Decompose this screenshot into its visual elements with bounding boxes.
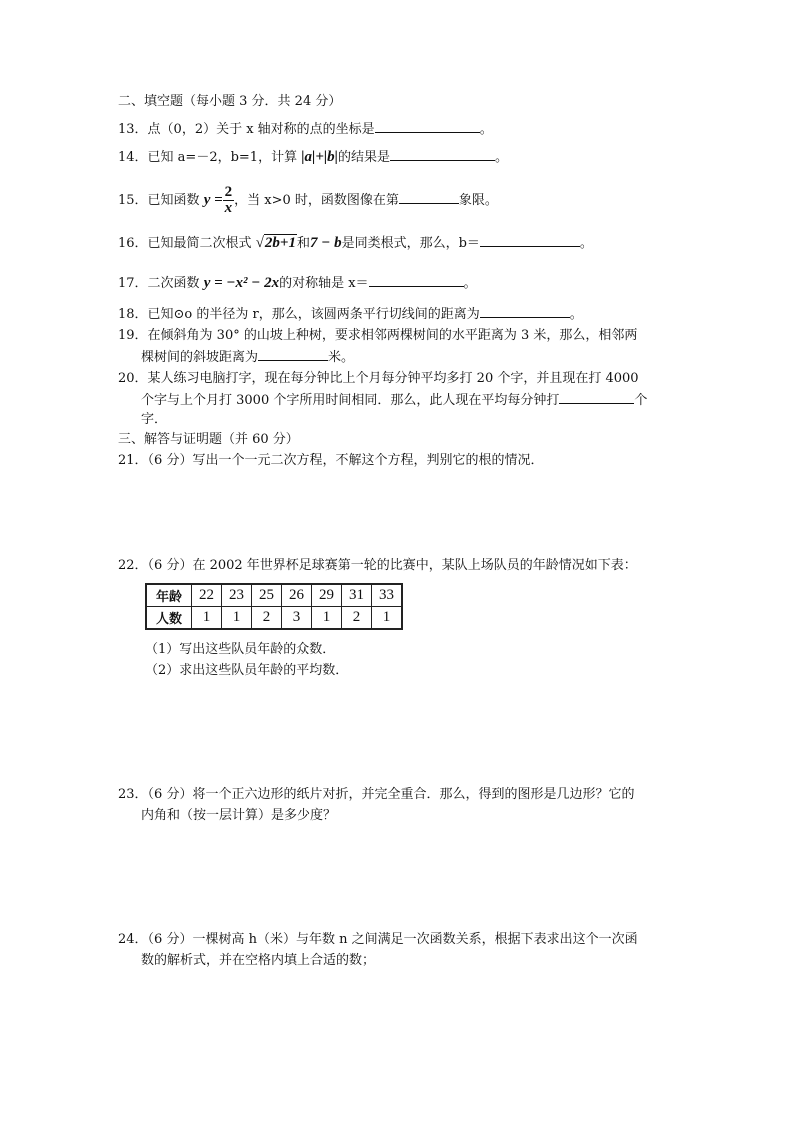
- table-cell: 1: [192, 607, 222, 630]
- q14-end: 。: [495, 150, 509, 165]
- q19-end: 米。: [328, 350, 355, 365]
- q15-math-y: y =: [203, 192, 223, 208]
- q16-radicand: 2b+1: [264, 235, 296, 251]
- q17-math: y = −x² − 2x: [203, 275, 280, 291]
- fraction-denominator: x: [224, 200, 233, 216]
- question-23-line1: 23．（6 分）将一个正六边形的纸片对折，并完全重合．那么，得到的图形是几边形？它的: [118, 787, 635, 802]
- question-18: [118, 305, 583, 324]
- q19-text: 棵树间的斜坡距离为: [141, 350, 259, 365]
- question-20-line1: 20．某人练习电脑打字，现在每分钟比上个月每分钟平均多打 20 个字，并且现在打 4000: [118, 371, 639, 386]
- answer-blank[interactable]: [369, 274, 464, 287]
- table-cell: 3: [282, 607, 312, 630]
- section-2-heading: 二、填空题（每小题 3 分．共 24 分）: [118, 94, 342, 109]
- question-14: [118, 148, 508, 167]
- question-24-line2: 数的解析式，并在空格内填上合适的数；: [141, 953, 376, 968]
- q13-end: 。: [479, 122, 493, 137]
- q13-text: 13．点（0，2）关于 x 轴对称的点的坐标是: [118, 122, 375, 137]
- table-cell: 26: [282, 584, 312, 607]
- q18-end: 。: [569, 307, 583, 322]
- table-cell: 1: [222, 607, 252, 630]
- q16-math2: 7 − b: [310, 235, 342, 251]
- q15-end: 象限。: [458, 193, 498, 208]
- question-24-line1: 24．（6 分）一棵树高 h（米）与年数 n 之间满足一次函数关系，根据下表求出这个一次函: [118, 932, 638, 947]
- table-cell: 33: [372, 584, 403, 607]
- q17-text: 17．二次函数: [118, 276, 200, 291]
- answer-blank[interactable]: [480, 234, 580, 247]
- table-header: 年龄: [146, 584, 192, 607]
- question-22-sub2: （2）求出这些队员年龄的平均数．: [145, 663, 349, 678]
- q15-fraction: [223, 185, 235, 216]
- q16-end: 。: [579, 236, 593, 251]
- answer-blank[interactable]: [399, 191, 459, 204]
- question-22-sub1: （1）写出这些队员年龄的众数．: [145, 642, 336, 657]
- sqrt-icon: √: [255, 235, 264, 251]
- answer-blank[interactable]: [375, 120, 480, 133]
- fraction-numerator: 2: [224, 184, 233, 200]
- question-19-line2: [141, 348, 354, 367]
- q16-post: 是同类根式，那么，b＝: [341, 236, 480, 251]
- q15-text: 15．已知函数: [118, 193, 200, 208]
- question-20-line2: [141, 391, 647, 410]
- question-20-line3: 字．: [141, 412, 168, 427]
- table-cell: 1: [312, 607, 342, 630]
- answer-blank[interactable]: [258, 348, 328, 361]
- q16-text: 16．已知最简二次根式: [118, 236, 252, 251]
- answer-blank[interactable]: [559, 391, 634, 404]
- q17-end: 。: [463, 276, 477, 291]
- table-row: [146, 607, 402, 630]
- table-row: [146, 584, 402, 607]
- question-23-line2: 内角和（按一层计算）是多少度？: [141, 808, 337, 823]
- table-cell: 2: [342, 607, 372, 630]
- table-cell: 1: [372, 607, 403, 630]
- question-19-line1: 19．在倾斜角为 30° 的山坡上种树，要求相邻两棵树间的水平距离为 3 米，那么，相邻两: [118, 328, 638, 343]
- answer-blank[interactable]: [480, 305, 570, 318]
- q15-post: ，当 x>0 时，函数图像在第: [234, 193, 399, 208]
- table-cell: 23: [222, 584, 252, 607]
- question-13: [118, 120, 493, 139]
- q18-text: 18．已知⊙o 的半径为 r，那么，该圆两条平行切线间的距离为: [118, 307, 480, 322]
- q14-post: 的结果是: [337, 150, 390, 165]
- answer-blank[interactable]: [390, 148, 495, 161]
- question-15: [118, 183, 498, 218]
- question-21: 21．（6 分）写出一个一元二次方程，不解这个方程，判别它的根的情况．: [118, 453, 544, 468]
- question-22: 22．（6 分）在 2002 年世界杯足球赛第一轮的比赛中，某队上场队员的年龄情况如下表：: [118, 558, 637, 573]
- q14-math: |a|+|b|: [301, 149, 338, 165]
- table-cell: 25: [252, 584, 282, 607]
- q14-text: 14．已知 a=－2，b=1，计算: [118, 150, 298, 165]
- q20-text: 个字与上个月打 3000 个字所用时间相同．那么，此人现在平均每分钟打: [141, 393, 560, 408]
- table-cell: 2: [252, 607, 282, 630]
- question-17: [118, 274, 477, 293]
- age-table: [145, 583, 403, 630]
- q16-mid: 和: [296, 236, 310, 251]
- q17-post: 的对称轴是 x＝: [279, 276, 369, 291]
- question-16: [118, 234, 593, 253]
- table-cell: 31: [342, 584, 372, 607]
- table-cell: 29: [312, 584, 342, 607]
- section-3-heading: 三、解答与证明题（并 60 分）: [118, 432, 299, 447]
- table-header: 人数: [146, 607, 192, 630]
- q20-end: 个: [634, 393, 648, 408]
- table-cell: 22: [192, 584, 222, 607]
